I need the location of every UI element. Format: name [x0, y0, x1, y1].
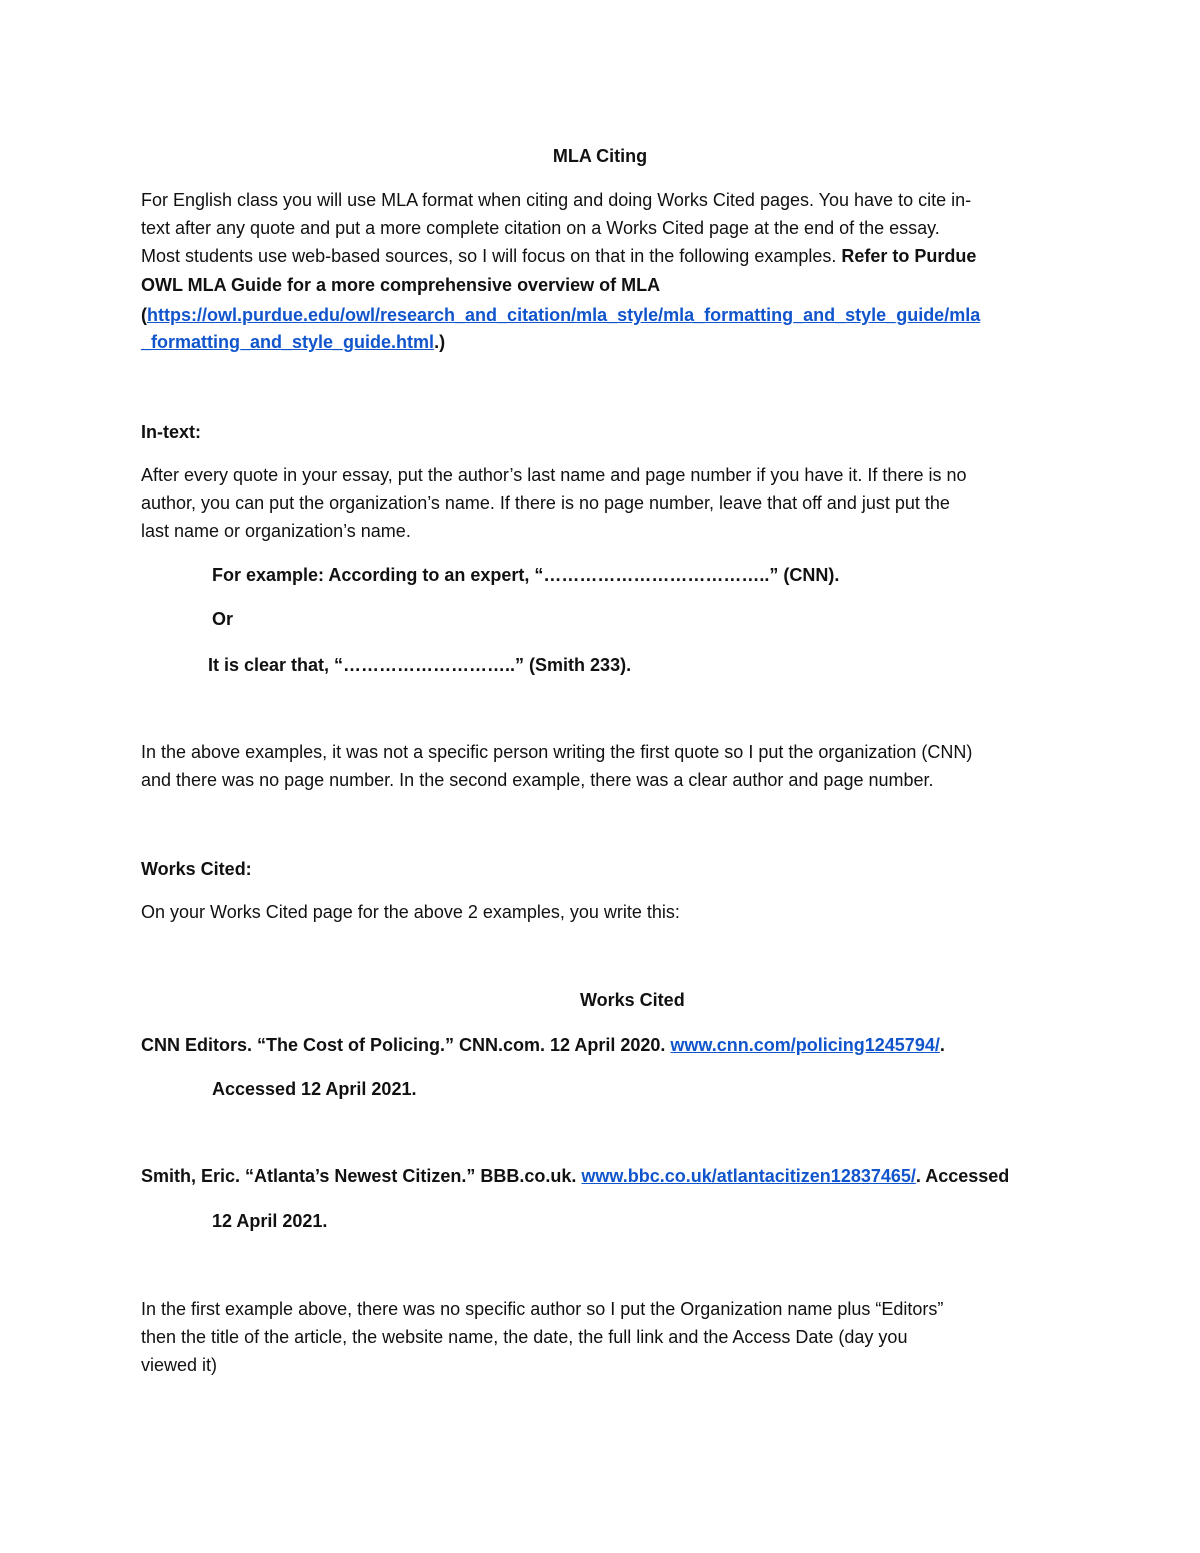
purdue-owl-link-part-2[interactable]: _formatting_and_style_guide.html: [141, 332, 435, 352]
intro-line-1: For English class you will use MLA format when citing and doing Works Cited pages. You have to cite in-: [141, 190, 972, 210]
intext-para-line-2: author, you can put the organization’s name. If there is no page number, leave that off and just put the: [141, 493, 950, 513]
bbc-link[interactable]: www.bbc.co.uk/atlantacitizen12837465/: [581, 1166, 916, 1186]
intro-line-3: [141, 242, 976, 270]
closing-line-3: viewed it): [141, 1355, 218, 1375]
citation-1-after-link: .: [939, 1035, 945, 1055]
intext-para-line-1: After every quote in your essay, put the author’s last name and page number if you have it. If there is no: [141, 465, 967, 485]
citation-entry-2: [141, 1162, 1009, 1190]
intro-line-6: [141, 328, 445, 356]
works-cited-intro: On your Works Cited page for the above 2 examples, you write this:: [141, 902, 680, 922]
citation-1-text: CNN Editors. “The Cost of Policing.” CNN.com. 12 April 2020.: [141, 1035, 671, 1055]
works-cited-heading: Works Cited:: [141, 859, 252, 879]
citation-entry-2-line-2: 12 April 2021.: [212, 1211, 328, 1231]
cnn-link[interactable]: www.cnn.com/policing1245794/: [670, 1035, 940, 1055]
intro-line-2: text after any quote and put a more complete citation on a Works Cited page at the end of the essay.: [141, 218, 940, 238]
intext-example-2: It is clear that, “………………………..” (Smith 233).: [208, 655, 632, 675]
citation-entry-1-line-2: Accessed 12 April 2021.: [212, 1079, 417, 1099]
intro-line-5: [141, 301, 980, 329]
purdue-owl-link-part-1[interactable]: https://owl.purdue.edu/owl/research_and_citation/mla_style/mla_formatting_and_style_guide/mla: [147, 305, 981, 325]
works-cited-centered-title: Works Cited: [580, 990, 685, 1010]
close-paren: .): [434, 332, 446, 352]
closing-line-1: In the first example above, there was no specific author so I put the Organization name plus “Editors”: [141, 1299, 944, 1319]
intext-example-1: For example: According to an expert, “………………………………..” (CNN).: [212, 565, 840, 585]
intext-or: Or: [212, 609, 234, 629]
intext-heading: In-text:: [141, 422, 201, 442]
intro-purdue-reference: Refer to Purdue: [841, 246, 977, 266]
page-title: MLA Citing: [552, 146, 648, 166]
intro-line-3-text: Most students use web-based sources, so I will focus on that in the following examples.: [141, 246, 842, 266]
explain-line-2: and there was no page number. In the second example, there was a clear author and page number.: [141, 770, 934, 790]
citation-entry-1: [141, 1031, 945, 1059]
citation-2-text: Smith, Eric. “Atlanta’s Newest Citizen.” BBB.co.uk.: [141, 1166, 582, 1186]
intext-para-line-3: last name or organization’s name.: [141, 521, 411, 541]
open-paren: (: [141, 305, 147, 325]
citation-2-after-link: . Accessed: [915, 1166, 1010, 1186]
explain-line-1: In the above examples, it was not a specific person writing the first quote so I put the organization (CNN): [141, 742, 973, 762]
intro-line-4: OWL MLA Guide for a more comprehensive overview of MLA: [141, 275, 661, 295]
closing-line-2: then the title of the article, the website name, the date, the full link and the Access Date (day you: [141, 1327, 908, 1347]
